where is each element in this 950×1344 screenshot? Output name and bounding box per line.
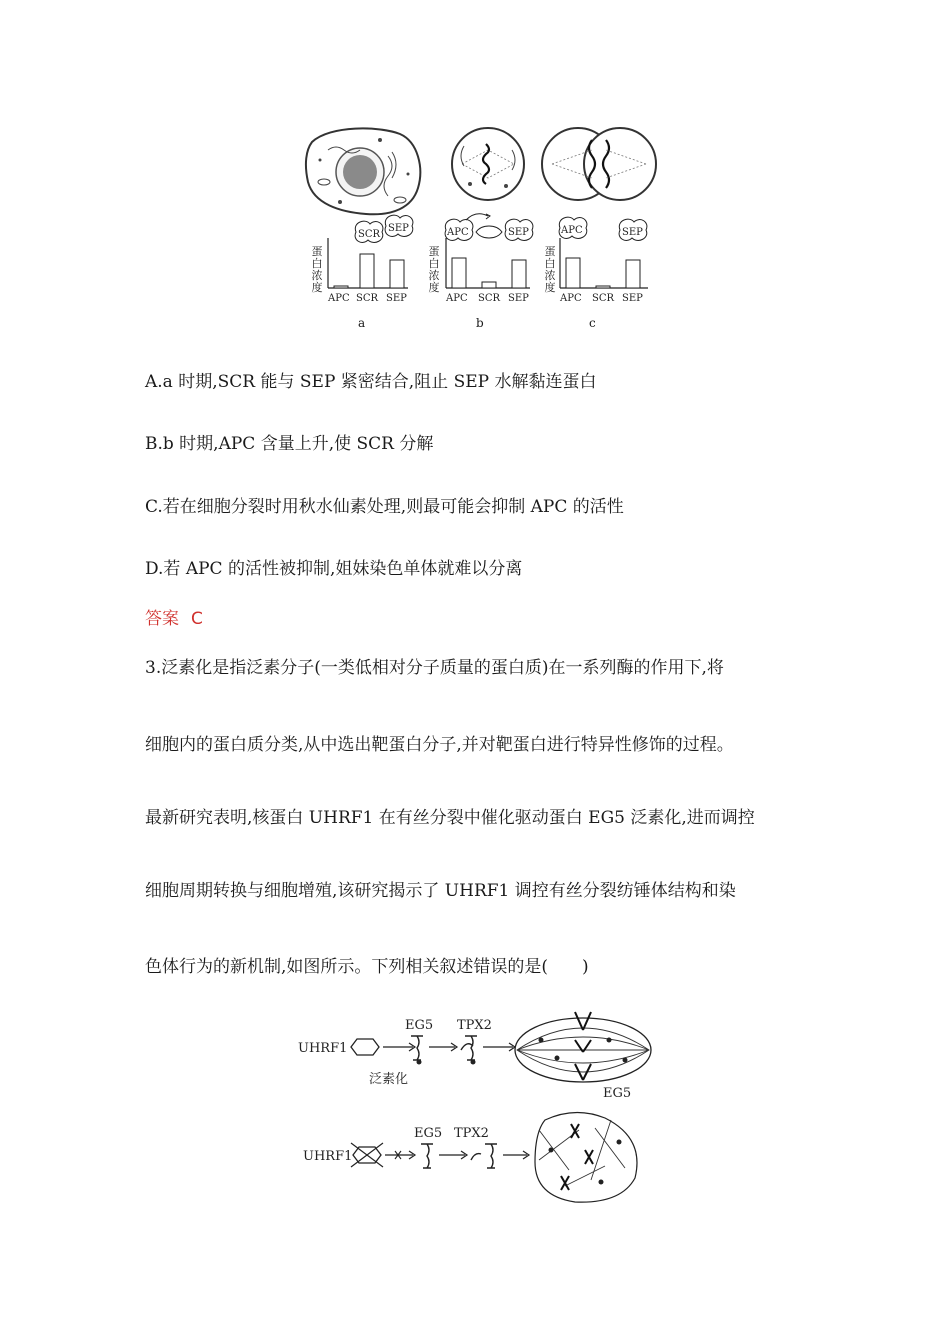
cell-b-image <box>452 128 524 200</box>
tick-b-apc: APC <box>446 293 468 304</box>
ylabel-b: 蛋白浓度 <box>428 245 440 294</box>
panel-label-c: c <box>589 316 596 330</box>
tick-a-apc: APC <box>328 293 350 304</box>
panel-label-b: b <box>476 316 484 330</box>
bar-a-sep <box>390 260 404 288</box>
ylabel-c: 蛋白浓度 <box>544 245 556 294</box>
bar-a-scr <box>360 254 374 288</box>
bar-b-scr <box>482 282 496 288</box>
tick-b-sep: SEP <box>508 293 529 304</box>
row1-tpx2-label: TPX2 <box>457 1018 492 1033</box>
cell-cycle-figure <box>300 120 660 335</box>
answer-line <box>145 608 203 630</box>
row2-tpx2-label: TPX2 <box>454 1126 489 1141</box>
q3-line-4: 细胞周期转换与细胞增殖,该研究揭示了 UHRF1 调控有丝分裂纺锤体结构和染 <box>145 881 736 901</box>
cell-c-image <box>542 128 656 200</box>
chart-b <box>445 214 533 304</box>
bar-b-sep <box>512 260 526 288</box>
chart-c <box>559 217 648 304</box>
tick-c-scr: SCR <box>592 293 615 304</box>
bubble-a-1: SCR <box>358 229 381 240</box>
row2-tpx2-separate <box>471 1144 497 1168</box>
cell-a-image <box>306 128 420 214</box>
q3-line-3: 最新研究表明,核蛋白 UHRF1 在有丝分裂中催化驱动蛋白 EG5 泛素化,进而调控 <box>145 808 755 828</box>
bar-c-apc <box>566 258 580 288</box>
option-b: B.b 时期,APC 含量上升,使 SCR 分解 <box>145 434 434 454</box>
uhrf1-hexagon <box>351 1039 379 1055</box>
answer-value: C <box>191 609 203 629</box>
q3-line-5: 色体行为的新机制,如图所示。下列相关叙述错误的是( ) <box>145 957 589 977</box>
bubble-c-1: APC <box>561 225 583 236</box>
uhrf1-inhibited-icon <box>351 1143 383 1167</box>
row1-tpx2-complex <box>461 1036 477 1060</box>
uhrf1-pathway-figure <box>295 1010 665 1210</box>
bubble-a-2: SEP <box>388 223 409 234</box>
tick-c-sep: SEP <box>622 293 643 304</box>
panel-label-a: a <box>358 316 366 330</box>
tick-a-scr: SCR <box>356 293 379 304</box>
option-d: D.若 APC 的活性被抑制,姐妹染色单体就难以分离 <box>145 559 523 579</box>
row1-spindle-eg5-label: EG5 <box>603 1086 632 1101</box>
row1-eg5-label: EG5 <box>405 1018 434 1033</box>
row2-uhrf1-label: UHRF1 <box>303 1149 353 1164</box>
tick-a-sep: SEP <box>386 293 407 304</box>
bubble-b-1: APC <box>447 227 469 238</box>
tick-b-scr: SCR <box>478 293 501 304</box>
row2-eg5-motor <box>421 1144 433 1168</box>
bubble-c-2: SEP <box>622 227 643 238</box>
ylabel-a: 蛋白浓度 <box>311 245 323 294</box>
process-label: 泛素化 <box>369 1072 409 1087</box>
bar-a-apc <box>334 286 348 288</box>
bar-c-sep <box>626 260 640 288</box>
option-a: A.a 时期,SCR 能与 SEP 紧密结合,阻止 SEP 水解黏连蛋白 <box>145 372 597 392</box>
row1-spindle <box>515 1012 651 1082</box>
q3-line-1: 3.泛素化是指泛素分子(一类低相对分子质量的蛋白质)在一系列酶的作用下,将 <box>145 658 724 678</box>
bar-c-scr <box>596 286 610 288</box>
tick-c-apc: APC <box>560 293 582 304</box>
answer-label: 答案 <box>145 609 179 629</box>
row1-uhrf1-label: UHRF1 <box>298 1041 348 1056</box>
chart-a <box>327 215 413 304</box>
row2-spindle <box>535 1112 637 1202</box>
bar-b-apc <box>452 258 466 288</box>
option-c: C.若在细胞分裂时用秋水仙素处理,则最可能会抑制 APC 的活性 <box>145 497 624 517</box>
row2-eg5-label: EG5 <box>414 1126 443 1141</box>
q3-line-2: 细胞内的蛋白质分类,从中选出靶蛋白分子,并对靶蛋白进行特异性修饰的过程。 <box>145 735 734 755</box>
bubble-b-2: SEP <box>508 227 529 238</box>
